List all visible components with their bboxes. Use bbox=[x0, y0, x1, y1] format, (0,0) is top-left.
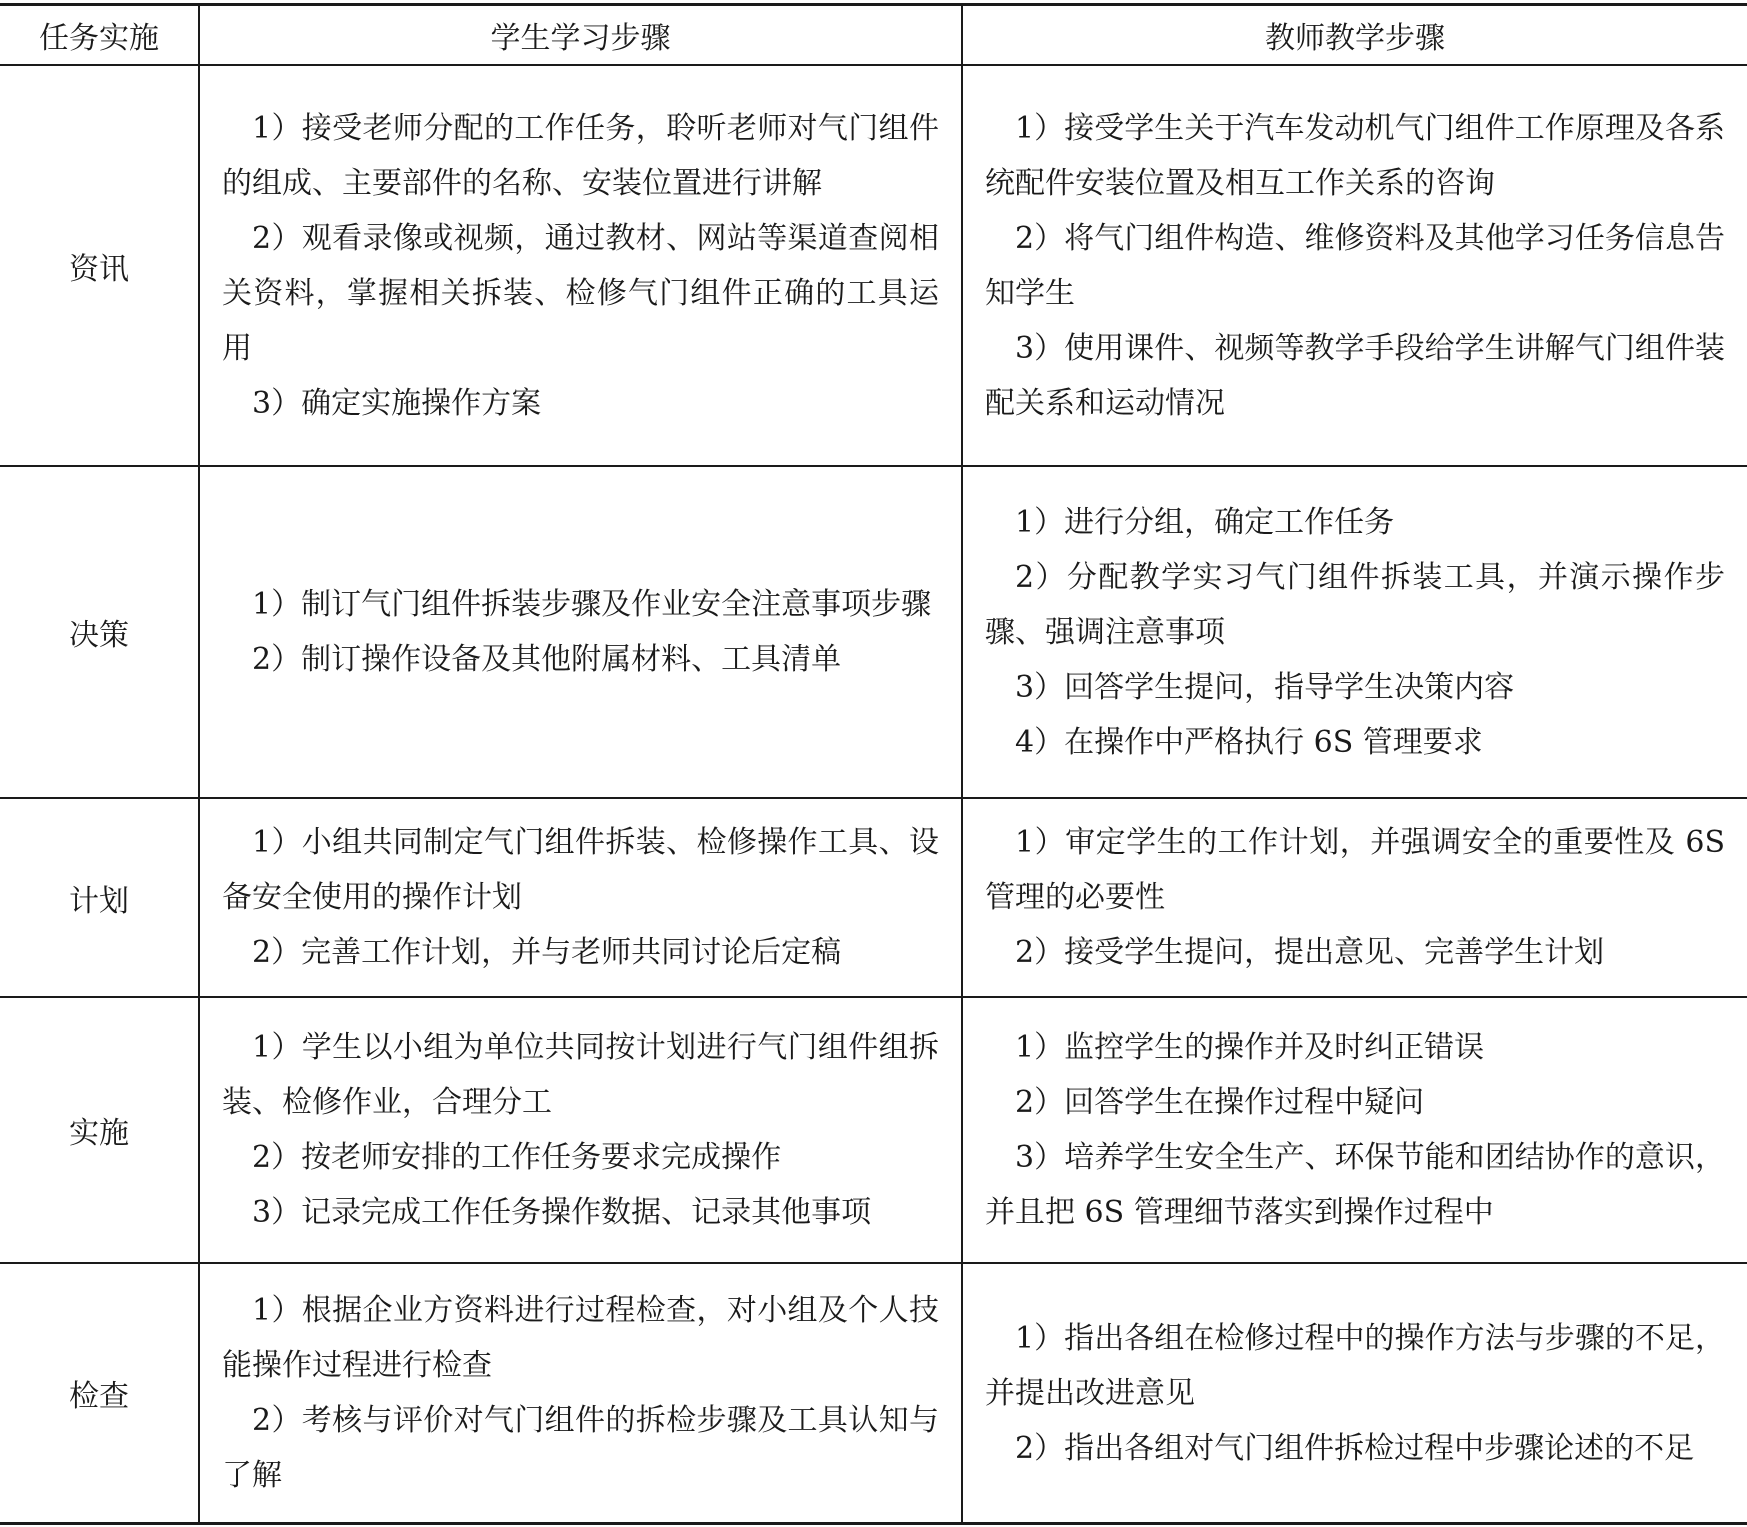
teacher-steps-cell bbox=[963, 66, 1747, 465]
table-bottom-rule bbox=[0, 1522, 1747, 1525]
teacher-step: 3）培养学生安全生产、环保节能和团结协作的意识，并且把 6S 管理细节落实到操作过程中 bbox=[985, 1140, 1725, 1230]
student-step: 1）接受老师分配的工作任务，聆听老师对气门组件的组成、主要部件的名称、安装位置进行讲解 bbox=[222, 110, 939, 201]
student-steps-cell bbox=[200, 998, 961, 1262]
stage-cell: 资讯 bbox=[69, 251, 129, 287]
teacher-step: 2）分配教学实习气门组件拆装工具，并演示操作步骤、强调注意事项 bbox=[985, 559, 1725, 650]
stage-cell: 计划 bbox=[69, 883, 129, 919]
teacher-step: 2）指出各组对气门组件拆检过程中步骤论述的不足 bbox=[1015, 1430, 1695, 1466]
teacher-step: 2）接受学生提问，提出意见、完善学生计划 bbox=[1015, 935, 1605, 970]
student-steps-cell bbox=[200, 66, 961, 465]
student-step: 1）根据企业方资料进行过程检查，对小组及个人技能操作过程进行检查 bbox=[222, 1293, 939, 1383]
student-step: 2）观看录像或视频，通过教材、网站等渠道查阅相关资料，掌握相关拆装、检修气门组件正确的工具运用 bbox=[222, 220, 939, 366]
student-steps-cell bbox=[200, 467, 961, 797]
student-step: 1）学生以小组为单位共同按计划进行气门组件组拆装、检修作业，合理分工 bbox=[222, 1030, 939, 1120]
teacher-step: 1）指出各组在检修过程中的操作方法与步骤的不足，并提出改进意见 bbox=[985, 1320, 1725, 1411]
student-step: 2）按老师安排的工作任务要求完成操作 bbox=[252, 1140, 782, 1175]
stage-cell: 决策 bbox=[69, 618, 129, 653]
student-steps-cell bbox=[200, 1264, 961, 1522]
student-step: 1）小组共同制定气门组件拆装、检修操作工具、设备安全使用的操作计划 bbox=[222, 825, 939, 915]
header-stage: 任务实施 bbox=[39, 21, 159, 56]
teacher-steps-cell bbox=[963, 467, 1747, 797]
stage-cell: 检查 bbox=[69, 1379, 129, 1414]
student-step: 3）记录完成工作任务操作数据、记录其他事项 bbox=[252, 1195, 872, 1230]
student-step: 2）制订操作设备及其他附属材料、工具清单 bbox=[252, 642, 842, 677]
student-step: 2）完善工作计划，并与老师共同讨论后定稿 bbox=[252, 935, 842, 970]
teacher-step: 1）接受学生关于汽车发动机气门组件工作原理及各系统配件安装位置及相互工作关系的咨询 bbox=[985, 110, 1725, 201]
student-step: 2）考核与评价对气门组件的拆检步骤及工具认知与了解 bbox=[222, 1403, 939, 1493]
teacher-step: 1）审定学生的工作计划，并强调安全的重要性及 6S 管理的必要性 bbox=[985, 825, 1725, 915]
teacher-step: 1）进行分组，确定工作任务 bbox=[1015, 504, 1395, 540]
teacher-step: 3）使用课件、视频等教学手段给学生讲解气门组件装配关系和运动情况 bbox=[985, 330, 1725, 421]
header-teacher-steps: 教师教学步骤 bbox=[1265, 21, 1445, 56]
teacher-steps-cell bbox=[963, 998, 1747, 1262]
stage-cell: 实施 bbox=[69, 1116, 129, 1151]
teacher-step: 2）回答学生在操作过程中疑问 bbox=[1015, 1085, 1425, 1120]
student-step: 1）制订气门组件拆装步骤及作业安全注意事项步骤 bbox=[252, 587, 932, 622]
teacher-step: 1）监控学生的操作并及时纠正错误 bbox=[1015, 1030, 1485, 1065]
header-student-steps: 学生学习步骤 bbox=[490, 21, 671, 56]
teacher-step: 4）在操作中严格执行 6S 管理要求 bbox=[1015, 724, 1483, 760]
teacher-steps-cell bbox=[963, 799, 1747, 996]
teacher-steps-cell bbox=[963, 1264, 1747, 1522]
student-step: 3）确定实施操作方案 bbox=[252, 385, 542, 421]
student-steps-cell bbox=[200, 799, 961, 996]
teacher-step: 3）回答学生提问，指导学生决策内容 bbox=[1015, 669, 1515, 705]
teacher-step: 2）将气门组件构造、维修资料及其他学习任务信息告知学生 bbox=[985, 220, 1725, 311]
